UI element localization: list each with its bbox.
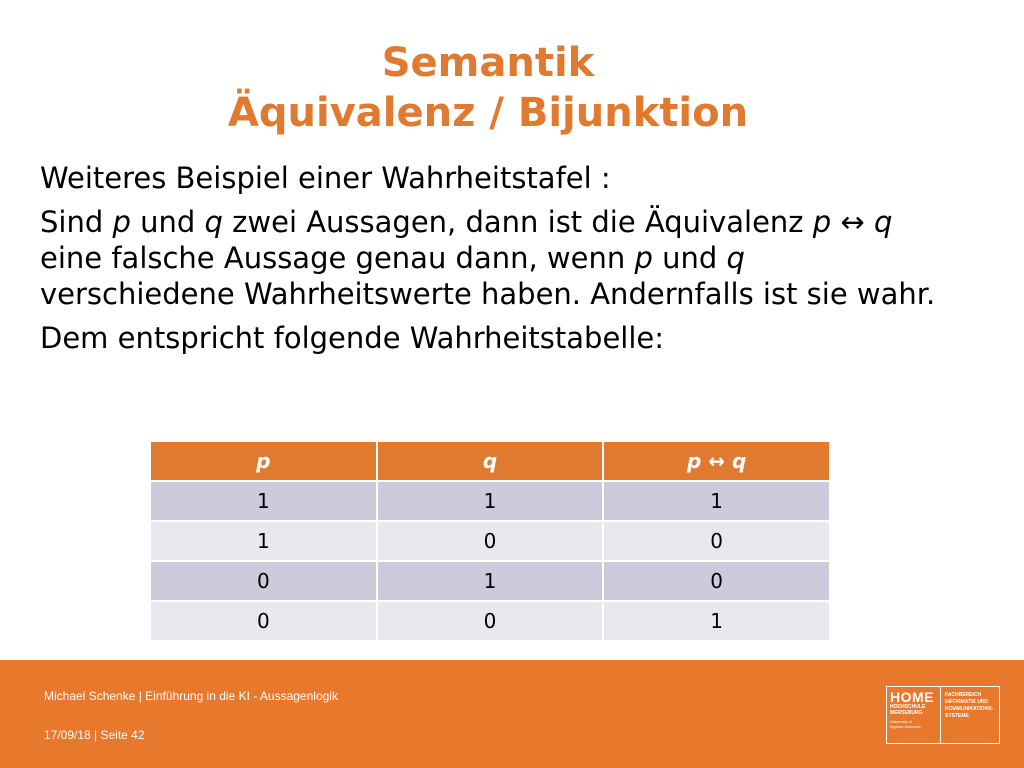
table-cell: 1 (377, 561, 604, 601)
logo-mark: HOME (890, 689, 934, 705)
header-p: p (150, 441, 377, 481)
table-cell: 1 (377, 481, 604, 521)
logo-tagline-line2: Applied Sciences (890, 724, 921, 729)
table-cell: 0 (150, 601, 377, 641)
logo-tagline-line1: University of (890, 719, 913, 724)
variable-p: p (112, 205, 131, 239)
logo-dept-line3: KOMMUNIKATIONS- (945, 706, 994, 712)
logo-name-line1: HOCHSCHULE (890, 704, 926, 710)
table-row (150, 481, 830, 521)
variable-q: q (726, 241, 745, 275)
table-cell: 0 (150, 561, 377, 601)
table-cell: 0 (603, 521, 830, 561)
slide-title (0, 38, 976, 138)
table-cell: 1 (603, 481, 830, 521)
paragraph-table-intro: Dem entspricht folgende Wahrheitstabelle: (40, 321, 665, 355)
text-segment: und (652, 241, 727, 275)
logo-dept-line1: FACHBEREICH (945, 692, 982, 698)
table-cell: 0 (603, 561, 830, 601)
variable-p: p (634, 241, 653, 275)
header-p-equiv-q: p ↔ q (603, 441, 830, 481)
paragraph-intro: Weiteres Beispiel einer Wahrheitstafel : (40, 161, 611, 195)
table-cell: 0 (377, 521, 604, 561)
table-header-row (150, 441, 830, 481)
text-segment: eine falsche Aussage genau dann, wenn (40, 241, 635, 275)
table-cell: 1 (603, 601, 830, 641)
slide-title-line1: Semantik (381, 40, 595, 86)
logo-mark-block (887, 687, 941, 743)
variable-q: q (204, 205, 223, 239)
header-q: q (377, 441, 604, 481)
variable-p: p (812, 205, 832, 239)
variable-q: q (873, 205, 893, 239)
table-cell: 1 (150, 521, 377, 561)
paragraph-definition (40, 204, 940, 312)
logo-dept-line4: SYSTEME (945, 713, 969, 719)
logo-name-line2: MERSEBURG (890, 710, 923, 716)
footer-date-page: 17/09/18 | Seite 42 (44, 728, 145, 742)
slide-footer (0, 660, 1024, 768)
truth-table (149, 440, 831, 642)
slide-body (40, 160, 940, 364)
footer-author: Michael Schenke | Einführung in die KI - Aussagenlogik (44, 689, 338, 703)
text-segment: und (130, 205, 205, 239)
equivalence-operator: ↔ (831, 205, 874, 239)
logo-dept-line2: INFORMATIK UND (945, 699, 989, 705)
text-segment: verschiedene Wahrheitswerte haben. Andernfalls ist sie wahr. (40, 277, 936, 311)
table-row (150, 561, 830, 601)
text-segment: zwei Aussagen, dann ist die Äquivalenz (222, 205, 813, 239)
table-row (150, 521, 830, 561)
table-cell: 0 (377, 601, 604, 641)
slide-title-line2: Äquivalenz / Bijunktion (227, 90, 749, 136)
university-logo (886, 686, 1000, 744)
table-cell: 1 (150, 481, 377, 521)
text-segment: Sind (40, 205, 113, 239)
logo-department-block (941, 687, 999, 743)
table-row (150, 601, 830, 641)
